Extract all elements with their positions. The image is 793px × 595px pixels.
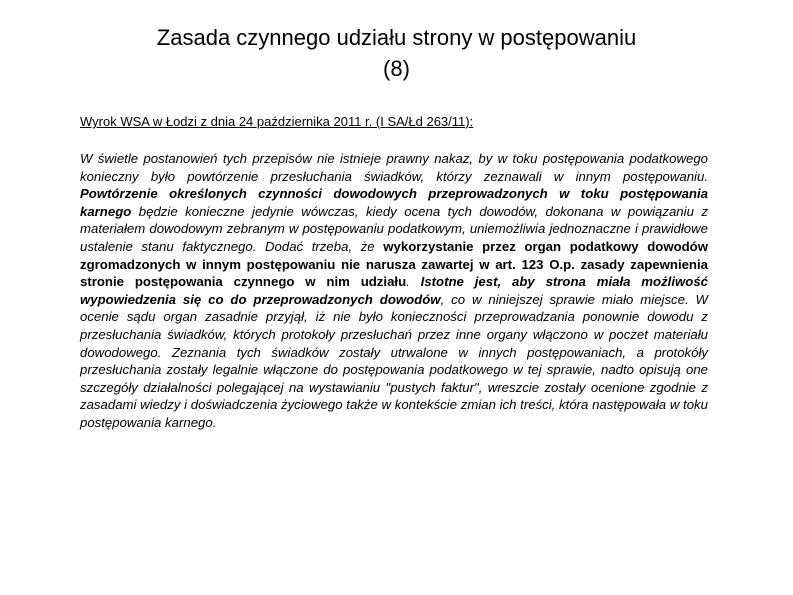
title-line-1: Zasada czynnego udziału strony w postępowaniu <box>156 25 637 50</box>
excerpt-segment-emphasis: Powtórzenie określonych czynności dowodowych przeprowadzonych w toku postępowania karnego <box>80 186 708 219</box>
excerpt-segment: , co w niniejszej sprawie miało miejsce. W ocenie sądu organ zasadnie przyjął, iż nie było konieczności przeprowadzania ponownie dowodu z przesłuchania świadków, których protokoły przesłuchań przez inne organy włączono w poczet materiału dowodowego. Zeznania tych świadków zostały utrwalone w innych postępowaniach, a protokóły przesłuchania zostały legalnie włączone do postępowania podatkowego w tej sprawie, nadto opisują one szczegóły działalności polegającej na wystawianiu "pustych faktur", wreszcie zostały ocenione zgodnie z zasadami wiedzy i doświadczenia życiowego także w kontekście zmian ich treści, która następowała w toku postępowania karnego. <box>80 291 708 430</box>
court-citation: Wyrok WSA w Łodzi z dnia 24 października 2011 r. (I SA/Łd 263/11): <box>80 114 474 129</box>
excerpt-segment: będzie konieczne jedynie wówczas, kiedy ocena tych dowodów, dokonana w powiązaniu z materiałem dowodowym zebranym w postępowaniu podatkowym, uniemożliwia jednoznaczne i prawidłowe ustalenie stanu faktycznego. Dodać trzeba, że <box>80 203 708 254</box>
slide-title <box>60 22 733 84</box>
excerpt-segment: . <box>406 274 421 290</box>
judgment-excerpt <box>80 150 708 432</box>
excerpt-segment: W świetle postanowień tych przepisów nie istnieje prawny nakaz, by w toku postępowania podatkowego konieczny było powtórzenie przesłuchania świadków, którzy zeznawali w innym postępowaniu. <box>80 151 708 184</box>
title-line-2: (8) <box>383 56 410 81</box>
excerpt-segment-bold: wykorzystanie przez organ podatkowy dowodów zgromadzonych w innym postępowaniu nie narusza zawartej w art. 123 O.p. zasady zapewnienia stronie postępowania czynnego w nim udziału <box>80 238 708 290</box>
excerpt-segment-emphasis: Istotne jest, aby strona miała możliwość wypowiedzenia się co do przeprowadzonych dowodów <box>80 274 708 307</box>
